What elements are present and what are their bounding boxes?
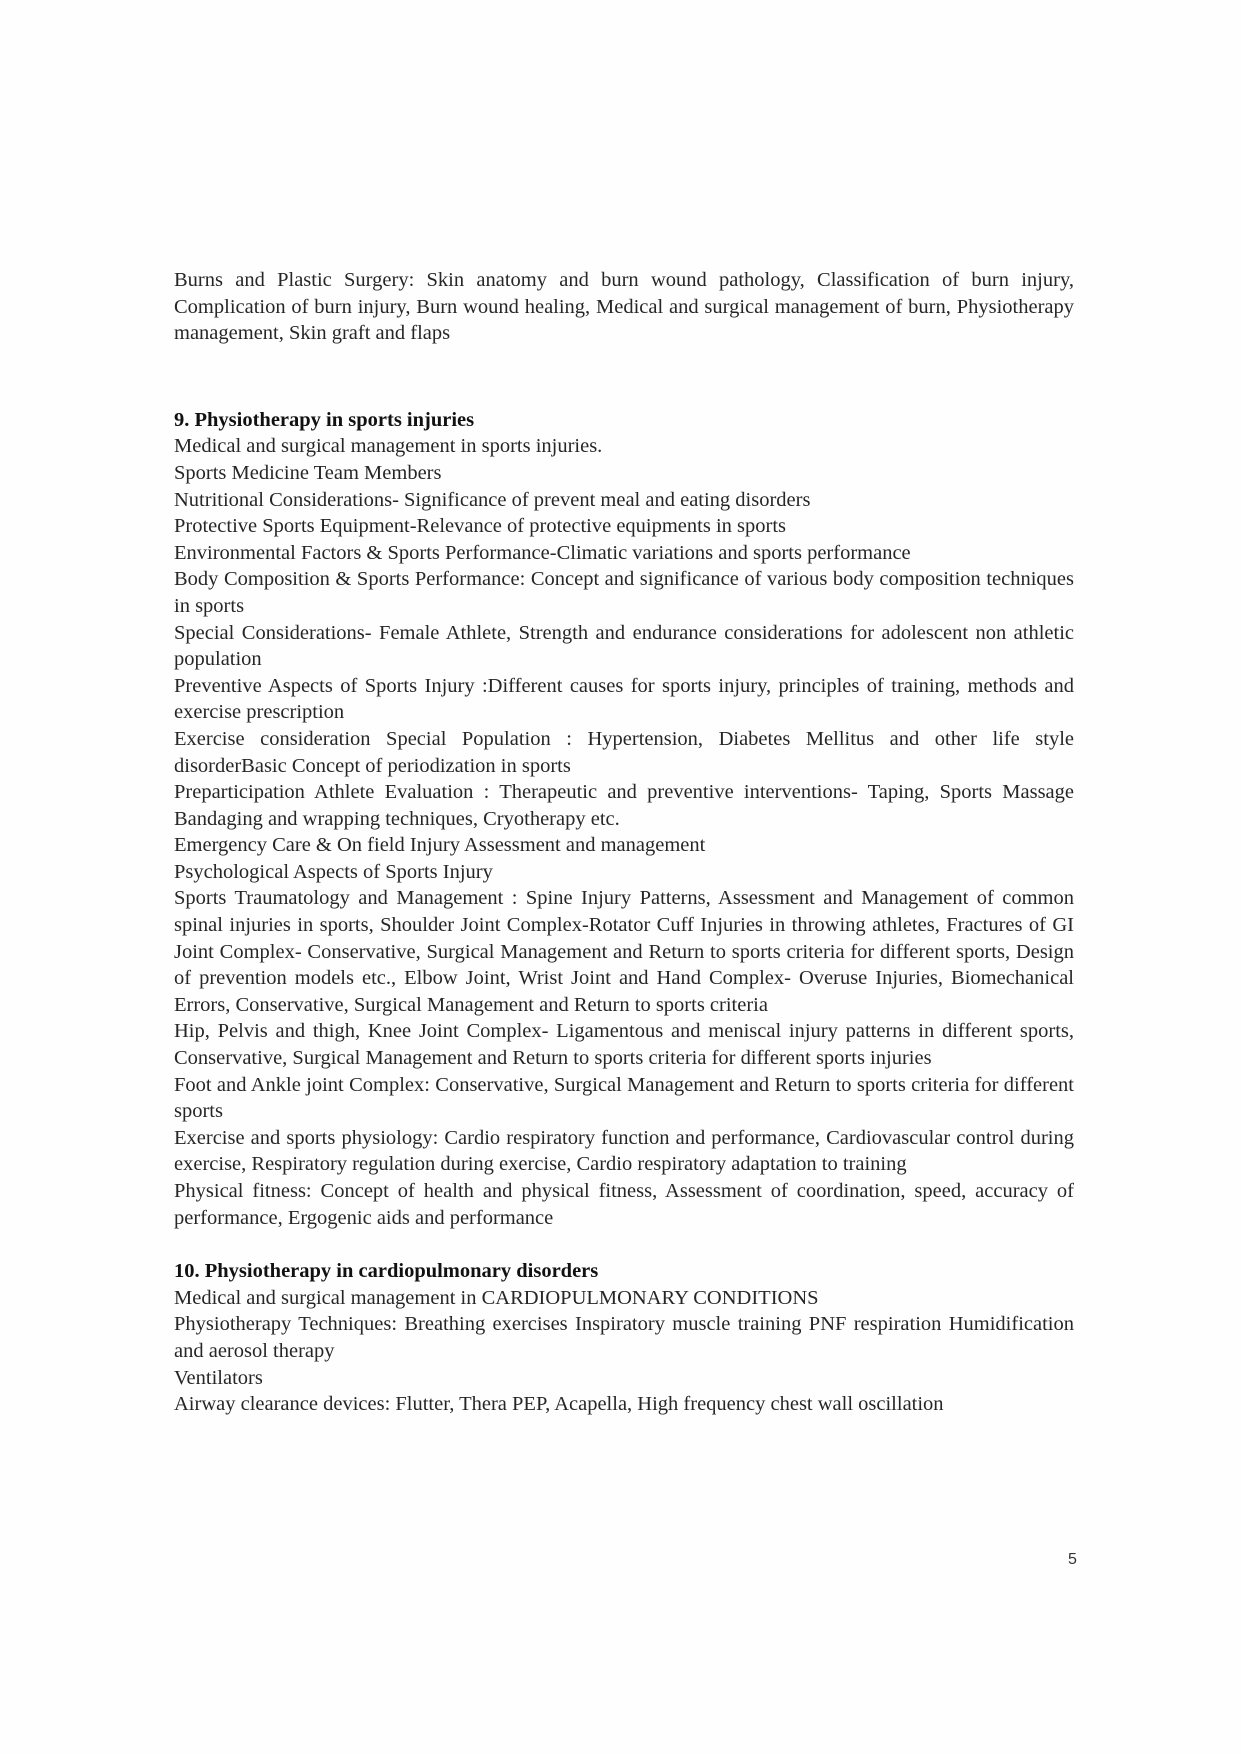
section-9-line: Foot and Ankle joint Complex: Conservative, Surgical Management and Return to sports criteria for different sports <box>174 1073 1074 1123</box>
section-sports-injuries <box>174 407 1074 1231</box>
section-9-line: Special Considerations- Female Athlete, Strength and endurance considerations for adolescent non athletic population <box>174 621 1074 671</box>
section-9-line: Exercise and sports physiology: Cardio respiratory function and performance, Cardiovascular control during exercise, Respiratory regulation during exercise, Cardio respiratory adaptation to training <box>174 1126 1074 1176</box>
section-9-line: Emergency Care & On field Injury Assessment and management <box>174 834 706 857</box>
section-9-line: Nutritional Considerations- Significance of prevent meal and eating disorders <box>174 488 811 511</box>
section-spacer <box>174 1231 1074 1258</box>
section-9-line: Medical and surgical management in sports injuries. <box>174 435 603 458</box>
section-9-line: Preparticipation Athlete Evaluation : Therapeutic and preventive interventions- Taping, Sports Massage Bandaging and wrapping techniques, Cryotherapy etc. <box>174 781 1074 830</box>
section-10-line: Ventilators <box>174 1366 263 1389</box>
section-spacer <box>174 347 1074 407</box>
section-10-line: Airway clearance devices: Flutter, Thera PEP, Acapella, High frequency chest wall oscillation <box>174 1393 944 1416</box>
section-10-line: Medical and surgical management in CARDIOPULMONARY CONDITIONS <box>174 1286 819 1309</box>
section-10-line: Physiotherapy Techniques: Breathing exercises Inspiratory muscle training PNF respiration Humidification and aerosol therapy <box>174 1313 1074 1362</box>
section-9-line: Environmental Factors & Sports Performance-Climatic variations and sports performance <box>174 541 911 564</box>
section-9-line: Hip, Pelvis and thigh, Knee Joint Complex- Ligamentous and meniscal injury patterns in different sports, Conservative, Surgical Management and Return to sports criteria for different sports injuries <box>174 1020 1074 1070</box>
burns-paragraph: Burns and Plastic Surgery: Skin anatomy and burn wound pathology, Classification of burn injury, Complication of burn injury, Burn wound healing, Medical and surgical management of burn, Physiotherapy management, Skin graft and flaps <box>174 269 1074 345</box>
section-9-heading: 9. Physiotherapy in sports injuries <box>174 408 475 431</box>
section-10-heading: 10. Physiotherapy in cardiopulmonary disorders <box>174 1260 599 1283</box>
section-9-line: Protective Sports Equipment-Relevance of protective equipments in sports <box>174 515 787 538</box>
section-9-line: Body Composition & Sports Performance: Concept and significance of various body composition techniques in sports <box>174 568 1074 617</box>
section-9-line: Exercise consideration Special Population : Hypertension, Diabetes Mellitus and other life style disorderBasic Concept of periodization in sports <box>174 727 1074 777</box>
section-9-line: Sports Medicine Team Members <box>174 461 442 484</box>
page-content <box>174 267 1074 1418</box>
section-cardiopulmonary <box>174 1258 1074 1418</box>
page-number: 5 <box>1068 1551 1077 1568</box>
section-9-line: Preventive Aspects of Sports Injury :Different causes for sports injury, principles of training, methods and exercise prescription <box>174 674 1074 724</box>
section-9-line: Sports Traumatology and Management : Spine Injury Patterns, Assessment and Management of common spinal injuries in sports, Shoulder Joint Complex-Rotator Cuff Injuries in throwing athletes, Fractures of GI Joint Complex- Conservative, Surgical Management and Return to sports criteria for different sports, Design of prevention models etc., Elbow Joint, Wrist Joint and Hand Complex- Overuse Injuries, Biomechanical Errors, Conservative, Surgical Management and Return to sports criteria <box>174 887 1074 1016</box>
section-9-line: Psychological Aspects of Sports Injury <box>174 860 493 883</box>
section-9-line: Physical fitness: Concept of health and physical fitness, Assessment of coordination, speed, accuracy of performance, Ergogenic aids and performance <box>174 1180 1074 1229</box>
